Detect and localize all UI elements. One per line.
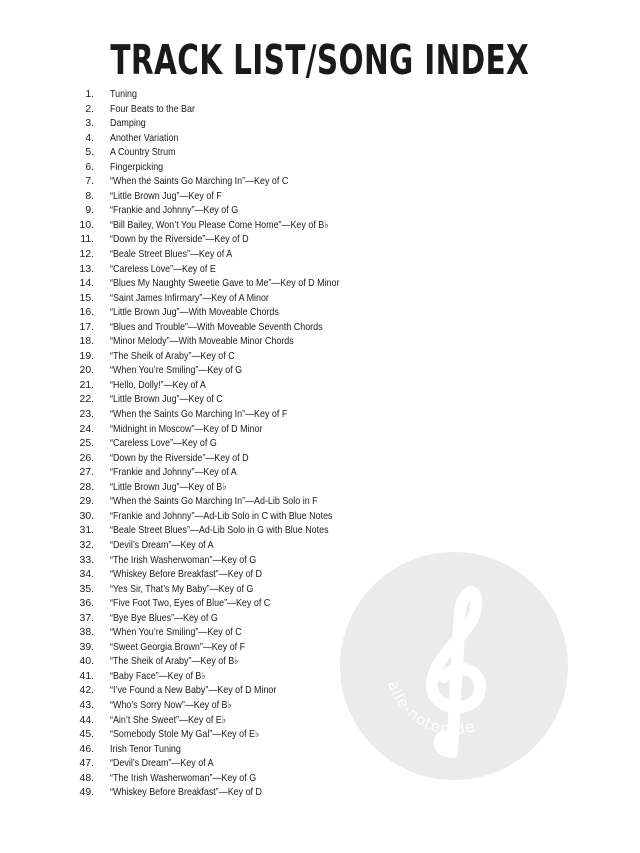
track-row <box>0 437 640 452</box>
track-title: “Careless Love”—Key of E <box>110 263 216 275</box>
track-number: 13. <box>79 263 94 275</box>
track-row <box>0 626 640 641</box>
track-number: 5. <box>85 147 94 159</box>
track-title: “When You’re Smiling”—Key of C <box>110 627 242 639</box>
track-title: “Little Brown Jug”—Key of C <box>110 394 223 406</box>
track-row <box>0 743 640 758</box>
track-row <box>0 393 640 408</box>
track-row <box>0 204 640 219</box>
track-number: 45. <box>79 729 94 741</box>
track-number: 12. <box>79 249 94 261</box>
track-row <box>0 335 640 350</box>
track-number: 29. <box>79 496 94 508</box>
track-title: “I’ve Found a New Baby”—Key of D Minor <box>110 685 277 697</box>
track-row <box>0 364 640 379</box>
track-row <box>0 786 640 801</box>
track-number: 41. <box>79 670 94 682</box>
track-title: “Five Foot Two, Eyes of Blue”—Key of C <box>110 598 271 610</box>
track-row <box>0 117 640 132</box>
track-row <box>0 699 640 714</box>
track-number: 18. <box>79 336 94 348</box>
track-row <box>0 714 640 729</box>
track-row <box>0 670 640 685</box>
track-title: “The Sheik of Araby”—Key of C <box>110 350 235 362</box>
track-title: “Devil’s Dream”—Key of A <box>110 758 214 770</box>
track-number: 35. <box>79 583 94 595</box>
track-row <box>0 568 640 583</box>
track-row <box>0 612 640 627</box>
track-title: “Whiskey Before Breakfast”—Key of D <box>110 569 262 581</box>
track-title: “Saint James Infirmary”—Key of A Minor <box>110 292 269 304</box>
track-number: 16. <box>79 307 94 319</box>
track-title: “Hello, Dolly!”—Key of A <box>110 379 206 391</box>
track-title: “The Irish Washerwoman”—Key of G <box>110 554 257 566</box>
track-number: 2. <box>85 103 94 115</box>
track-number: 14. <box>79 278 94 290</box>
track-number: 42. <box>79 685 94 697</box>
track-title: “When the Saints Go Marching In”—Key of F <box>110 409 288 421</box>
track-number: 28. <box>79 481 94 493</box>
track-number: 10. <box>79 219 94 231</box>
track-number: 6. <box>85 161 94 173</box>
track-row <box>0 495 640 510</box>
track-number: 25. <box>79 438 94 450</box>
track-row <box>0 772 640 787</box>
track-number: 1. <box>85 89 94 100</box>
track-row <box>0 175 640 190</box>
track-number: 31. <box>79 525 94 537</box>
track-title: “Sweet Georgia Brown”—Key of F <box>110 641 246 653</box>
track-number: 39. <box>79 641 94 653</box>
track-row <box>0 423 640 438</box>
track-title: “When the Saints Go Marching In”—Ad-Lib Solo in F <box>110 496 318 508</box>
track-number: 36. <box>79 598 94 610</box>
track-title: “Who’s Sorry Now”—Key of B♭ <box>110 699 232 711</box>
track-row <box>0 466 640 481</box>
track-row <box>0 350 640 365</box>
track-row <box>0 88 640 103</box>
track-row <box>0 306 640 321</box>
track-number: 24. <box>79 423 94 435</box>
track-row <box>0 248 640 263</box>
track-row <box>0 757 640 772</box>
track-number: 49. <box>79 787 94 799</box>
page-title-block <box>0 36 640 84</box>
watermark-text: alle-noten.de <box>384 678 478 739</box>
track-row <box>0 554 640 569</box>
track-title: “Down by the Riverside”—Key of D <box>110 452 249 464</box>
track-title: Tuning <box>110 89 137 100</box>
track-title: Another Variation <box>110 132 179 144</box>
page-title: TRACK LIST/SONG INDEX <box>110 36 530 84</box>
track-title: “Frankie and Johnny”—Key of G <box>110 205 239 217</box>
track-number: 40. <box>79 656 94 668</box>
track-number: 38. <box>79 627 94 639</box>
track-title: “When the Saints Go Marching In”—Key of C <box>110 176 289 188</box>
track-number: 32. <box>79 539 94 551</box>
track-list <box>0 88 640 801</box>
track-number: 11. <box>80 234 94 246</box>
track-number: 34. <box>79 569 94 581</box>
track-row <box>0 481 640 496</box>
track-title: “Blues My Naughty Sweetie Gave to Me”—Key of D Minor <box>110 278 340 290</box>
track-title: Irish Tenor Tuning <box>110 743 181 755</box>
track-number: 43. <box>79 699 94 711</box>
track-title: “The Sheik of Araby”—Key of B♭ <box>110 656 239 668</box>
track-row <box>0 292 640 307</box>
track-row <box>0 103 640 118</box>
track-number: 47. <box>79 758 94 770</box>
track-title: “Little Brown Jug”—Key of B♭ <box>110 481 227 493</box>
track-title: “Blues and Trouble”—With Moveable Seventh Chords <box>110 321 323 333</box>
track-row <box>0 510 640 525</box>
track-row <box>0 452 640 467</box>
track-title: “Little Brown Jug”—With Moveable Chords <box>110 307 279 319</box>
track-title: “Whiskey Before Breakfast”—Key of D <box>110 787 262 799</box>
track-row <box>0 219 640 234</box>
track-row <box>0 233 640 248</box>
track-title: “Little Brown Jug”—Key of F <box>110 190 222 202</box>
track-title: “Somebody Stole My Gal”—Key of E♭ <box>110 729 260 741</box>
track-row <box>0 597 640 612</box>
track-number: 7. <box>85 176 94 188</box>
track-row <box>0 161 640 176</box>
track-title: “Beale Street Blues”—Ad-Lib Solo in G with Blue Notes <box>110 525 329 537</box>
track-title: “The Irish Washerwoman”—Key of G <box>110 772 257 784</box>
track-number: 15. <box>79 292 94 304</box>
track-number: 20. <box>79 365 94 377</box>
track-number: 3. <box>85 118 94 130</box>
track-number: 46. <box>79 743 94 755</box>
track-row <box>0 277 640 292</box>
track-number: 26. <box>79 452 94 464</box>
track-row <box>0 728 640 743</box>
track-title: Fingerpicking <box>110 161 164 173</box>
track-title: “Bye Bye Blues”—Key of G <box>110 612 218 624</box>
track-row <box>0 321 640 336</box>
track-title: “Careless Love”—Key of G <box>110 438 217 450</box>
track-row <box>0 146 640 161</box>
track-number: 8. <box>85 190 94 202</box>
track-row <box>0 684 640 699</box>
track-row <box>0 524 640 539</box>
track-number: 30. <box>79 510 94 522</box>
track-row <box>0 190 640 205</box>
track-title: “Baby Face”—Key of B♭ <box>110 670 206 682</box>
track-title: “Devil’s Dream”—Key of A <box>110 539 214 551</box>
track-number: 22. <box>79 394 94 406</box>
track-row <box>0 132 640 147</box>
track-number: 21. <box>79 379 94 391</box>
track-number: 37. <box>79 612 94 624</box>
track-number: 4. <box>85 132 94 144</box>
track-number: 33. <box>79 554 94 566</box>
track-row <box>0 539 640 554</box>
track-title: “Bill Bailey, Won’t You Please Come Home”—Key of B♭ <box>110 219 329 231</box>
track-title: “Down by the Riverside”—Key of D <box>110 234 249 246</box>
track-row <box>0 641 640 656</box>
track-number: 19. <box>79 350 94 362</box>
track-title: “Yes Sir, That’s My Baby”—Key of G <box>110 583 254 595</box>
track-title: “Ain’t She Sweet”—Key of E♭ <box>110 714 226 726</box>
track-title: Damping <box>110 118 146 130</box>
track-title: “When You’re Smiling”—Key of G <box>110 365 243 377</box>
track-row <box>0 583 640 598</box>
track-row <box>0 655 640 670</box>
track-number: 9. <box>85 205 94 217</box>
track-title: A Country Strum <box>110 147 176 159</box>
track-number: 44. <box>79 714 94 726</box>
track-row <box>0 263 640 278</box>
track-number: 48. <box>79 772 94 784</box>
track-title: “Frankie and Johnny”—Ad-Lib Solo in C with Blue Notes <box>110 510 333 522</box>
track-title: “Minor Melody”—With Moveable Minor Chords <box>110 336 294 348</box>
track-number: 23. <box>79 409 94 421</box>
track-title: “Frankie and Johnny”—Key of A <box>110 467 237 479</box>
track-row <box>0 379 640 394</box>
track-title: “Midnight in Moscow”—Key of D Minor <box>110 423 263 435</box>
track-number: 17. <box>79 321 94 333</box>
track-number: 27. <box>79 467 94 479</box>
track-title: “Beale Street Blues”—Key of A <box>110 249 233 261</box>
track-row <box>0 408 640 423</box>
track-title: Four Beats to the Bar <box>110 103 195 115</box>
